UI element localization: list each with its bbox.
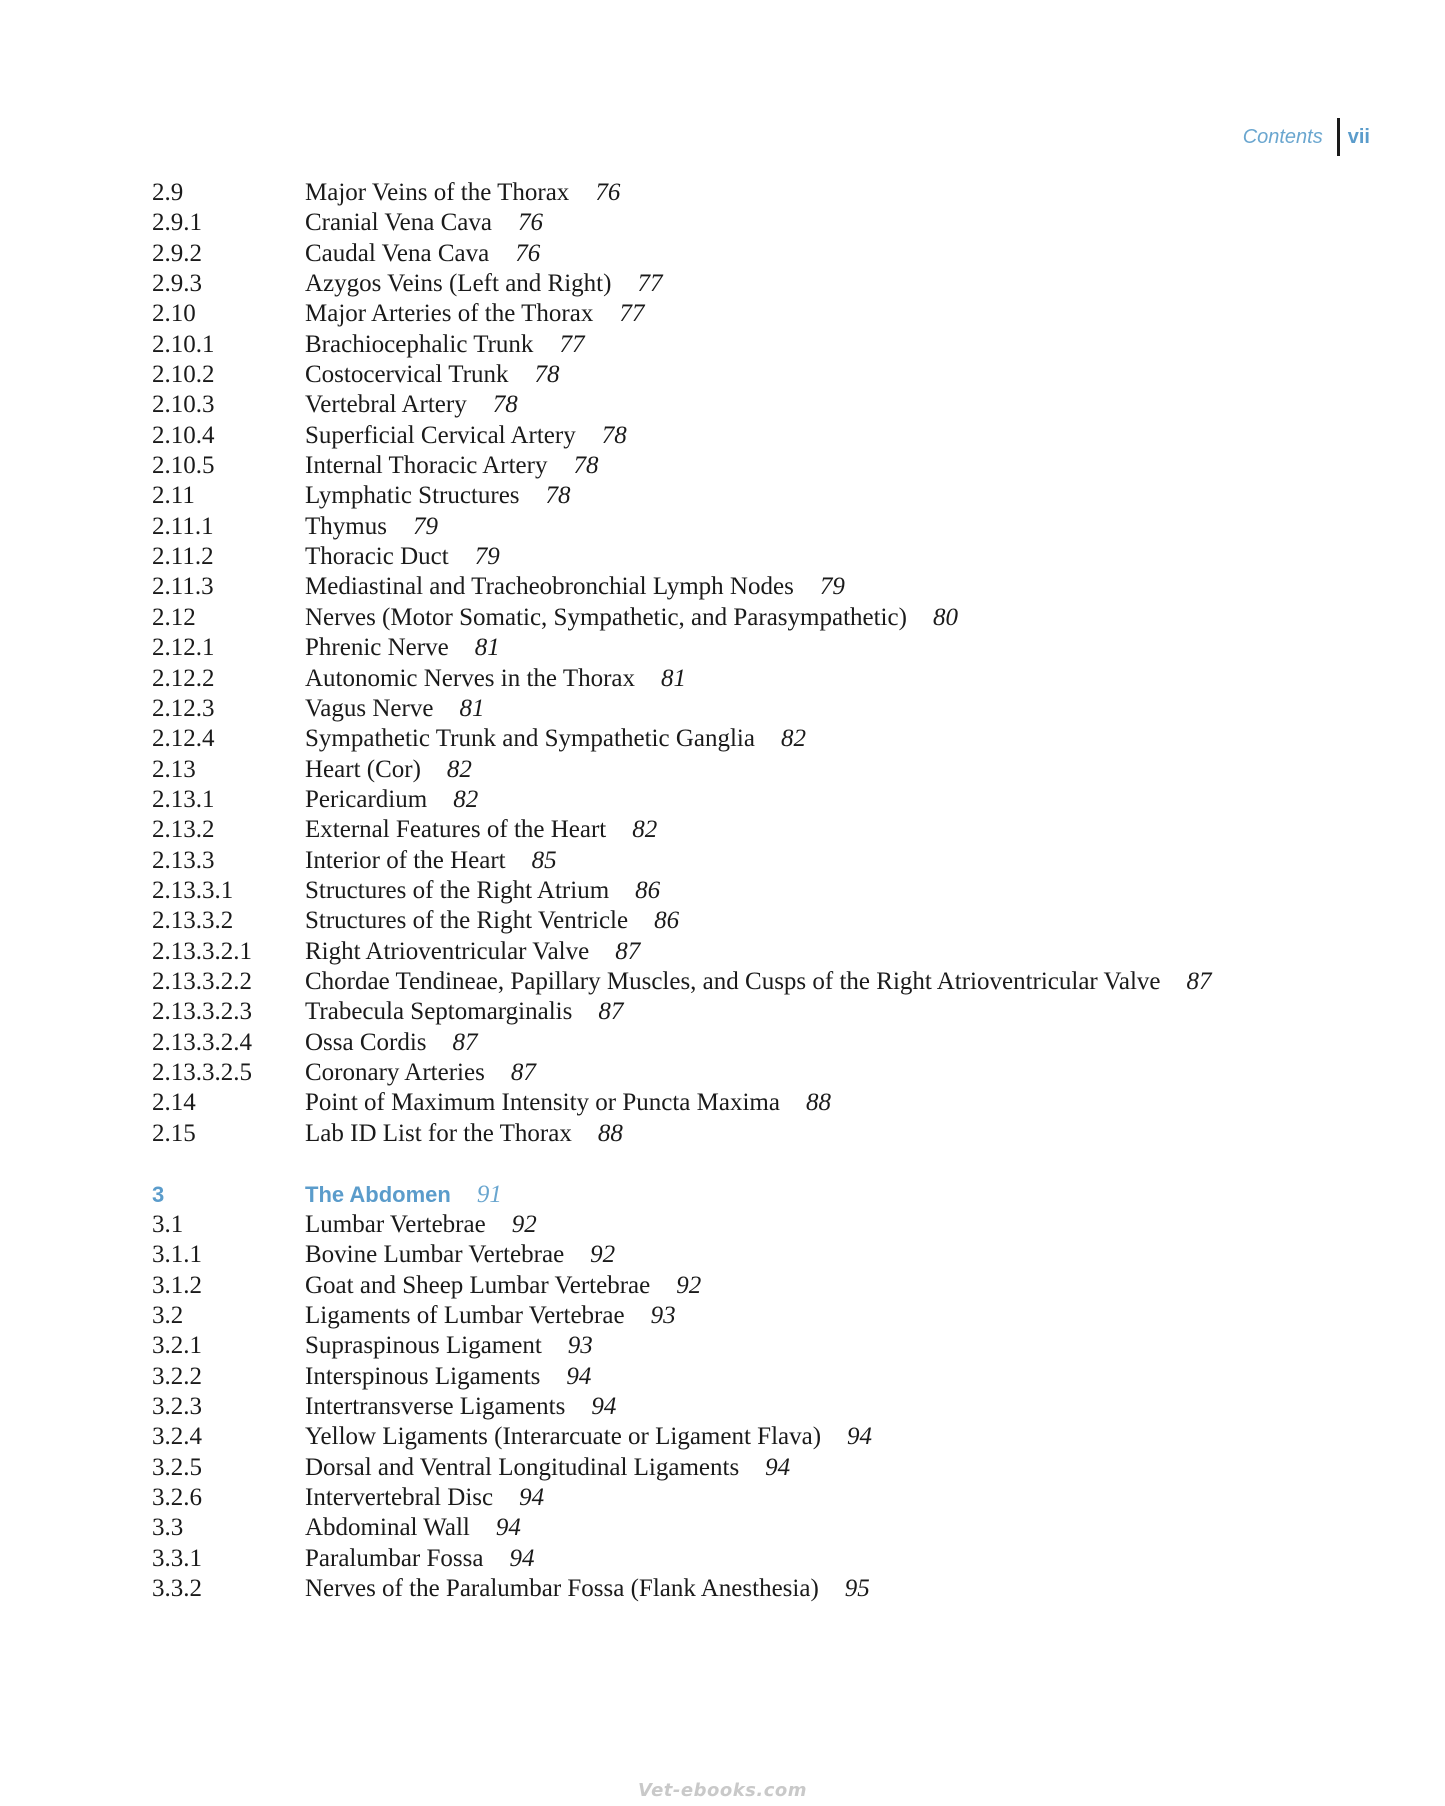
toc-entry: [152, 208, 1352, 238]
toc-entry-title: Heart (Cor): [305, 755, 421, 783]
toc-entry: [152, 512, 1352, 542]
toc-entry-title: Interior of the Heart: [305, 846, 506, 874]
toc-entry-page: 87: [615, 937, 641, 965]
toc-entry-title: Internal Thoracic Artery: [305, 452, 548, 480]
toc-entry-number: 3.2.6: [152, 1483, 202, 1511]
toc-entry-title: Ligaments of Lumbar Vertebrae: [305, 1301, 625, 1329]
toc-entry-page: 92: [590, 1241, 616, 1269]
toc-entry-title: Structures of the Right Atrium: [305, 876, 610, 904]
toc-entry-number: 2.12.2: [152, 664, 215, 692]
toc-entry-title: Goat and Sheep Lumbar Vertebrae: [305, 1271, 651, 1299]
toc-entry-number: 2.15: [152, 1119, 196, 1147]
toc-entry-number: 2.13.3.2.5: [152, 1058, 252, 1086]
toc-entry-number: 2.13.3.2.3: [152, 998, 252, 1026]
toc-entry-number: 3.3.2: [152, 1574, 202, 1602]
toc-entry-number: 3.1: [152, 1210, 184, 1238]
toc-entry: [152, 906, 1352, 936]
toc-entry: [152, 572, 1352, 602]
toc-entry-title: Dorsal and Ventral Longitudinal Ligaments: [305, 1453, 740, 1481]
toc-entry-title: Point of Maximum Intensity or Puncta Maxima: [305, 1089, 780, 1117]
toc-entry-title: Thoracic Duct: [305, 543, 449, 571]
toc-entry-title: Trabecula Septomarginalis: [305, 998, 573, 1026]
toc-entry-page: 77: [559, 330, 585, 358]
toc-entry-number: 2.11: [152, 482, 195, 510]
toc-entry: [152, 997, 1352, 1027]
toc-entry-title: Brachiocephalic Trunk: [305, 330, 534, 358]
toc-entry-page: 82: [453, 785, 479, 813]
toc-entry-page: 95: [844, 1574, 870, 1602]
toc-entry-page: 77: [619, 300, 645, 328]
toc-entry-page: 77: [637, 270, 663, 298]
toc-entry-title: Right Atrioventricular Valve: [305, 937, 590, 965]
toc-entry-page: 78: [534, 361, 560, 389]
toc-entry-title: Phrenic Nerve: [305, 634, 449, 662]
toc-entry: [152, 1058, 1352, 1088]
toc-entry-page: 85: [531, 846, 557, 874]
toc-entry: [152, 299, 1352, 329]
toc-entry-number: 2.10.3: [152, 391, 215, 419]
toc-entry-title: Superficial Cervical Artery: [305, 421, 576, 449]
toc-entry-title: Costocervical Trunk: [305, 361, 509, 389]
toc-entry-number: 3.2.1: [152, 1332, 202, 1360]
toc-entry-number: 3.2.3: [152, 1392, 202, 1420]
toc-entry-title: Caudal Vena Cava: [305, 239, 490, 267]
toc-entry-title: Interspinous Ligaments: [305, 1362, 541, 1390]
toc-entry: [152, 1362, 1352, 1392]
toc-chapter-heading: [152, 1180, 1352, 1210]
toc-entry-page: 81: [661, 664, 687, 692]
toc-entry-number: 3.1.2: [152, 1271, 202, 1299]
toc-entry-number: 3.2: [152, 1301, 184, 1329]
toc-entry-title: Cranial Vena Cava: [305, 209, 492, 237]
toc-entry: [152, 1271, 1352, 1301]
toc-entry-title: Paralumbar Fossa: [305, 1544, 484, 1572]
toc-entry-title: The Abdomen: [305, 1181, 451, 1207]
toc-entry: [152, 330, 1352, 360]
toc-entry-title: External Features of the Heart: [305, 816, 607, 844]
toc-entry-number: 2.13.3.1: [152, 876, 234, 904]
page-number: vii: [1347, 126, 1370, 148]
toc-entry-number: 2.13.3: [152, 846, 215, 874]
toc-entry-number: 2.9.1: [152, 209, 202, 237]
toc-entry-page: 80: [932, 603, 958, 631]
toc-entry-number: 2.10.5: [152, 452, 215, 480]
table-of-contents: [152, 178, 1352, 1604]
toc-entry: [152, 481, 1352, 511]
toc-entry: [152, 451, 1352, 481]
toc-entry-title: Vagus Nerve: [305, 694, 434, 722]
toc-entry-number: 2.13: [152, 755, 196, 783]
toc-entry: [152, 178, 1352, 208]
toc-entry-page: 92: [511, 1210, 537, 1238]
toc-entry-number: 2.11.1: [152, 512, 214, 540]
toc-entry-page: 87: [452, 1028, 478, 1056]
toc-entry-title: Azygos Veins (Left and Right): [305, 270, 612, 298]
toc-entry-title: Sympathetic Trunk and Sympathetic Ganglia: [305, 725, 755, 753]
toc-entry: [152, 1574, 1352, 1604]
toc-entry-number: 3.2.5: [152, 1453, 202, 1481]
toc-entry: [152, 1422, 1352, 1452]
toc-entry: [152, 239, 1352, 269]
toc-entry-title: Vertebral Artery: [305, 391, 467, 419]
toc-entry-number: 2.10.2: [152, 361, 215, 389]
toc-entry: [152, 876, 1352, 906]
toc-entry: [152, 1028, 1352, 1058]
toc-entry-number: 3.3: [152, 1514, 184, 1542]
toc-entry: [152, 724, 1352, 754]
toc-entry-title: Intervertebral Disc: [305, 1483, 494, 1511]
toc-entry-number: 2.10.4: [152, 421, 215, 449]
toc-entry-page: 78: [573, 452, 599, 480]
toc-entry-page: 81: [459, 694, 485, 722]
toc-entry-page: 79: [412, 512, 438, 540]
toc-entry-title: Major Veins of the Thorax: [305, 179, 570, 206]
toc-entry-page: 78: [545, 482, 571, 510]
toc-entry: [152, 1483, 1352, 1513]
toc-section: [152, 178, 1352, 1149]
toc-entry-page: 76: [595, 179, 621, 206]
toc-entry: [152, 1331, 1352, 1361]
toc-entry-page: 93: [650, 1301, 676, 1329]
toc-entry-page: 94: [509, 1544, 535, 1572]
toc-entry-number: 2.9.2: [152, 239, 202, 267]
toc-entry: [152, 937, 1352, 967]
toc-entry-number: 2.12.1: [152, 634, 215, 662]
toc-entry-page: 88: [805, 1089, 831, 1117]
toc-entry-page: 93: [567, 1332, 593, 1360]
toc-entry-number: 2.9.3: [152, 270, 202, 298]
toc-entry-title: Abdominal Wall: [305, 1514, 470, 1542]
toc-entry-number: 2.11.3: [152, 573, 214, 601]
toc-entry: [152, 1513, 1352, 1543]
toc-entry: [152, 967, 1352, 997]
toc-entry-title: Lab ID List for the Thorax: [305, 1119, 572, 1147]
toc-entry-title: Structures of the Right Ventricle: [305, 907, 629, 935]
toc-entry: [152, 755, 1352, 785]
toc-entry-title: Nerves of the Paralumbar Fossa (Flank Anesthesia): [305, 1574, 819, 1602]
toc-entry-title: Coronary Arteries: [305, 1058, 485, 1086]
toc-entry: [152, 664, 1352, 694]
toc-entry-page: 86: [654, 907, 680, 935]
toc-entry-number: 2.13.1: [152, 785, 215, 813]
toc-entry-number: 2.13.2: [152, 816, 215, 844]
toc-entry-number: 3.2.4: [152, 1423, 202, 1451]
toc-entry-page: 78: [492, 391, 518, 419]
running-header-section: Contents: [1242, 126, 1323, 148]
toc-entry-number: 2.11.2: [152, 543, 214, 571]
toc-entry-number: 2.13.3.2.4: [152, 1028, 252, 1056]
toc-entry: [152, 1240, 1352, 1270]
toc-entry-number: 3.1.1: [152, 1241, 202, 1269]
toc-entry-page: 91: [476, 1180, 502, 1208]
toc-entry-page: 87: [598, 998, 624, 1026]
toc-entry-title: Chordae Tendineae, Papillary Muscles, and Cusps of the Right Atrioventricular Valve: [305, 967, 1161, 995]
toc-entry-page: 76: [515, 239, 541, 267]
toc-entry: [152, 360, 1352, 390]
toc-entry-number: 2.12.4: [152, 725, 215, 753]
toc-entry-page: 82: [446, 755, 472, 783]
toc-section: [152, 1180, 1352, 1605]
toc-entry-page: 76: [517, 209, 543, 237]
toc-entry-page: 88: [597, 1119, 623, 1147]
toc-entry-page: 79: [819, 573, 845, 601]
toc-entry-title: Lymphatic Structures: [305, 482, 520, 510]
toc-entry-page: 87: [1186, 967, 1212, 995]
toc-entry: [152, 1119, 1352, 1149]
toc-entry-number: 2.13.3.2: [152, 907, 234, 935]
toc-entry-number: 2.10.1: [152, 330, 215, 358]
running-header: [1243, 118, 1370, 156]
toc-entry-number: 2.10: [152, 300, 196, 328]
toc-entry-page: 94: [519, 1483, 545, 1511]
toc-entry-title: Nerves (Motor Somatic, Sympathetic, and Parasympathetic): [305, 603, 907, 631]
toc-entry-title: Yellow Ligaments (Interarcuate or Ligament Flava): [305, 1423, 822, 1451]
toc-entry-page: 94: [566, 1362, 592, 1390]
toc-entry: [152, 846, 1352, 876]
toc-entry: [152, 1301, 1352, 1331]
toc-entry: [152, 815, 1352, 845]
toc-entry: [152, 390, 1352, 420]
toc-entry-page: 94: [765, 1453, 791, 1481]
toc-entry-page: 82: [632, 816, 658, 844]
toc-entry-title: Bovine Lumbar Vertebrae: [305, 1241, 565, 1269]
toc-entry-title: Thymus: [305, 512, 387, 540]
toc-entry: [152, 1210, 1352, 1240]
watermark: Vet-ebooks.com: [637, 1780, 808, 1801]
toc-entry: [152, 542, 1352, 572]
toc-entry-page: 86: [635, 876, 661, 904]
toc-entry-title: Lumbar Vertebrae: [305, 1210, 486, 1238]
toc-entry-page: 82: [780, 725, 806, 753]
toc-entry-number: 3.3.1: [152, 1544, 202, 1572]
toc-entry-number: 2.13.3.2.2: [152, 967, 252, 995]
toc-entry: [152, 1392, 1352, 1422]
toc-entry-number: 3: [152, 1181, 165, 1207]
toc-entry-title: Intertransverse Ligaments: [305, 1392, 566, 1420]
toc-entry-page: 87: [510, 1058, 536, 1086]
toc-entry-title: Major Arteries of the Thorax: [305, 300, 594, 328]
toc-entry-number: 2.12: [152, 603, 196, 631]
toc-entry-number: 2.9: [152, 179, 184, 206]
toc-entry-title: Mediastinal and Tracheobronchial Lymph Nodes: [305, 573, 794, 601]
toc-entry-page: 78: [601, 421, 627, 449]
toc-entry-title: Supraspinous Ligament: [305, 1332, 542, 1360]
toc-entry: [152, 421, 1352, 451]
toc-entry-number: 3.2.2: [152, 1362, 202, 1390]
toc-entry-page: 79: [474, 543, 500, 571]
toc-entry: [152, 269, 1352, 299]
toc-entry-title: Pericardium: [305, 785, 428, 813]
toc-entry-number: 2.13.3.2.1: [152, 937, 252, 965]
toc-entry-title: Ossa Cordis: [305, 1028, 427, 1056]
toc-entry: [152, 1088, 1352, 1118]
toc-entry-title: Autonomic Nerves in the Thorax: [305, 664, 636, 692]
toc-entry-number: 2.14: [152, 1089, 196, 1117]
toc-entry-page: 94: [591, 1392, 617, 1420]
toc-entry: [152, 633, 1352, 663]
toc-entry-page: 94: [847, 1423, 873, 1451]
toc-entry-page: 81: [474, 634, 500, 662]
toc-entry: [152, 694, 1352, 724]
toc-entry: [152, 785, 1352, 815]
toc-entry-page: 94: [495, 1514, 521, 1542]
toc-entry: [152, 1544, 1352, 1574]
toc-entry-page: 92: [676, 1271, 702, 1299]
toc-entry: [152, 603, 1352, 633]
toc-entry: [152, 1453, 1352, 1483]
toc-entry-number: 2.12.3: [152, 694, 215, 722]
